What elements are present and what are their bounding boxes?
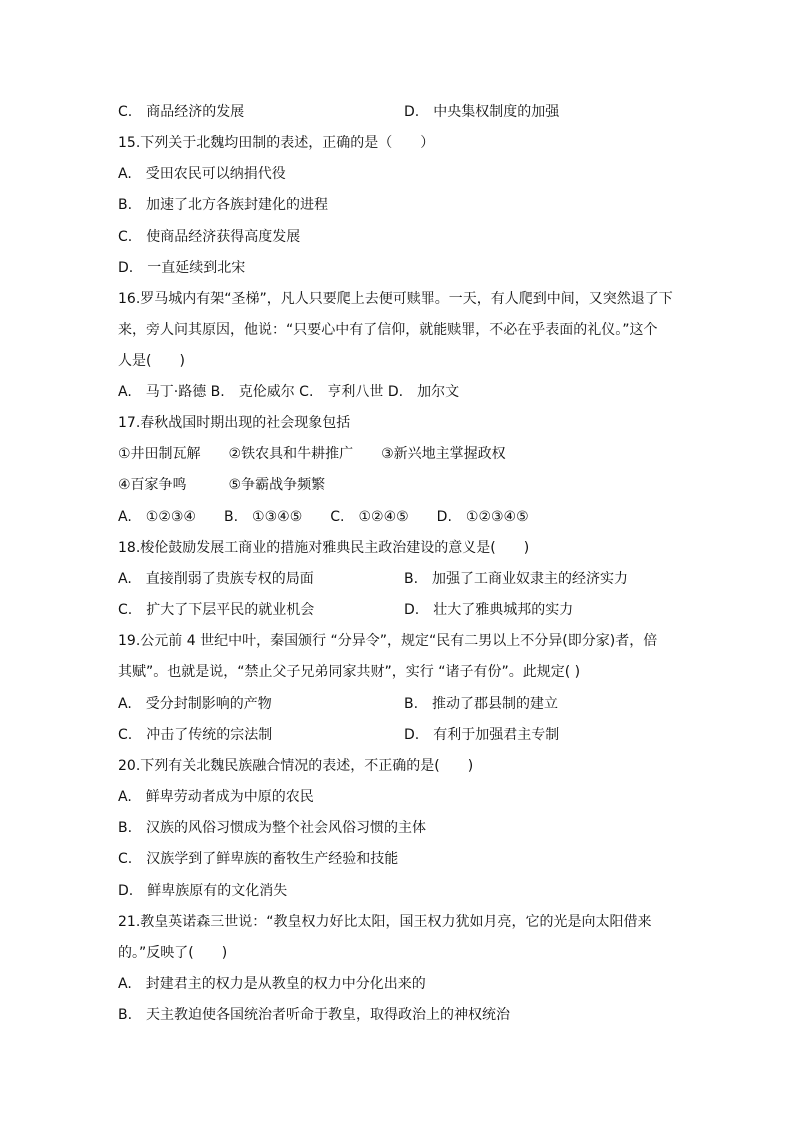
q20-option-d: D. 鲜卑族原有的文化消失 bbox=[118, 883, 288, 899]
q16-stem-line-2: 来，旁人问其原因，他说：“只要心中有了信仰，就能赎罪，不必在乎表面的礼仪。”这个 bbox=[118, 322, 658, 338]
q14-option-d: D. 中央集权制度的加强 bbox=[404, 104, 560, 120]
q18-option-b: B. 加强了工商业奴隶主的经济实力 bbox=[404, 571, 629, 587]
q18-option-a: A. 直接削弱了贵族专权的局面 bbox=[118, 571, 314, 587]
q18-option-d: D. 壮大了雅典城邦的实力 bbox=[404, 602, 574, 618]
q17-items-line-1: ①井田制瓦解 ②铁农具和牛耕推广 ③新兴地主掌握政权 bbox=[118, 446, 506, 462]
q19-options-row-2 bbox=[118, 725, 678, 745]
q15-option-a: A. 受田农民可以纳捐代役 bbox=[118, 166, 286, 182]
q21-option-b: B. 天主教迫使各国统治者听命于教皇，取得政治上的神权统治 bbox=[118, 1007, 511, 1023]
q14-options-row bbox=[118, 102, 678, 122]
q19-stem-line-2: 其赋”。也就是说，“禁止父子兄弟同家共财”，实行 “诸子有份”。此规定( ) bbox=[118, 664, 581, 680]
q20-option-c: C. 汉族学到了鲜卑族的畜牧生产经验和技能 bbox=[118, 851, 399, 867]
q20-option-b: B. 汉族的风俗习惯成为整个社会风俗习惯的主体 bbox=[118, 820, 427, 836]
q16-stem-line-1: 16.罗马城内有架“圣梯”，凡人只要爬上去便可赎罪。一天，有人爬到中间，又突然退了下 bbox=[118, 291, 673, 307]
q19-option-a: A. 受分封制影响的产物 bbox=[118, 696, 272, 712]
q17-items-line-2: ④百家争鸣 ⑤争霸战争频繁 bbox=[118, 477, 326, 493]
q20-stem: 20.下列有关北魏民族融合情况的表述，不正确的是( ) bbox=[118, 758, 474, 774]
q15-option-c: C. 使商品经济获得高度发展 bbox=[118, 229, 301, 245]
q21-stem-line-1: 21.教皇英诺森三世说：“教皇权力好比太阳，国王权力犹如月亮，它的光是向太阳借来 bbox=[118, 914, 652, 930]
q21-option-a: A. 封建君主的权力是从教皇的权力中分化出来的 bbox=[118, 976, 426, 992]
q19-option-c: C. 冲击了传统的宗法制 bbox=[118, 727, 273, 743]
q18-stem: 18.梭伦鼓励发展工商业的措施对雅典民主政治建设的意义是( ) bbox=[118, 540, 530, 556]
q15-option-b: B. 加速了北方各族封建化的进程 bbox=[118, 197, 329, 213]
q21-stem-line-2: 的。”反映了( ) bbox=[118, 945, 228, 961]
q15-option-d: D. 一直延续到北宋 bbox=[118, 260, 246, 276]
q17-stem: 17.春秋战国时期出现的社会现象包括 bbox=[118, 415, 351, 431]
q19-option-b: B. 推动了郡县制的建立 bbox=[404, 696, 559, 712]
q18-options-row-2 bbox=[118, 600, 678, 620]
q19-stem-line-1: 19.公元前 4 世纪中叶，秦国颁行 “分异令”，规定“民有二男以上不分异(即分家)者，倍 bbox=[118, 633, 658, 649]
q18-option-c: C. 扩大了下层平民的就业机会 bbox=[118, 602, 315, 618]
q18-options-row-1 bbox=[118, 569, 678, 589]
q19-options-row-1 bbox=[118, 694, 678, 714]
q16-stem-line-3: 人是( ) bbox=[118, 353, 185, 369]
q16-options: A. 马丁·路德 B. 克伦威尔 C. 亨利八世 D. 加尔文 bbox=[118, 384, 460, 400]
q17-options: A. ①②③④ B. ①③④⑤ C. ①②④⑤ D. ①②③④⑤ bbox=[118, 509, 529, 525]
q14-option-c: C. 商品经济的发展 bbox=[118, 104, 245, 120]
q20-option-a: A. 鲜卑劳动者成为中原的农民 bbox=[118, 789, 314, 805]
q19-option-d: D. 有利于加强君主专制 bbox=[404, 727, 560, 743]
q15-stem: 15.下列关于北魏均田制的表述，正确的是（ ） bbox=[118, 135, 435, 151]
